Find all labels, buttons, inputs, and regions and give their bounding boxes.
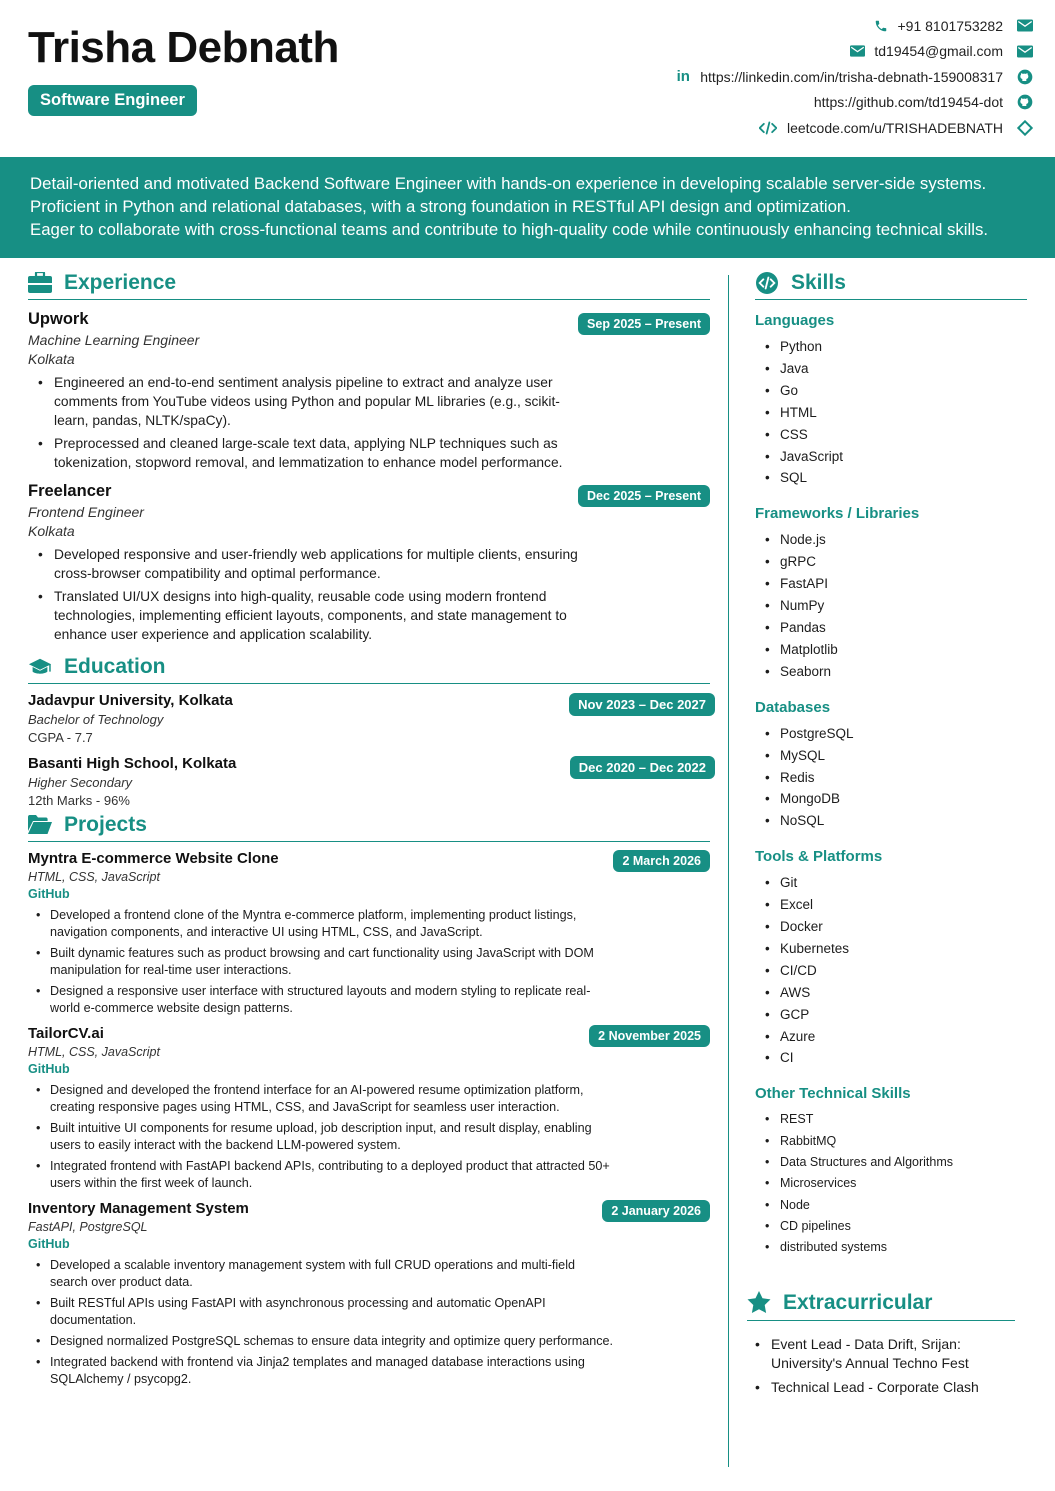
list-item: • Integrated frontend with FastAPI backend APIs, contributing to a deployed product that attracted 50+ users within the first week of launch. [28, 1158, 613, 1192]
code-diamond-icon [1017, 120, 1033, 136]
skill-item: • Data Structures and Algorithms [755, 1152, 1027, 1173]
list-item: • Built intuitive UI components for resume upload, job description input, and result display, enabling users to easily interact with the backend LLM-powered system. [28, 1120, 613, 1154]
list-item: • Built RESTful APIs using FastAPI with asynchronous processing and automatic OpenAPI documentation. [28, 1295, 613, 1329]
summary-line: Eager to collaborate with cross-functional teams and contribute to high-quality code while continuously enhancing technical skills. [30, 220, 988, 239]
list-item: • Event Lead - Data Drift, Srijan: University's Annual Techno Fest [747, 1335, 987, 1372]
date-badge: Dec 2025 – Present [578, 485, 710, 507]
phone-icon [873, 18, 889, 34]
contact-email[interactable] [473, 39, 1033, 65]
github-link[interactable]: GitHub [28, 1237, 70, 1251]
list-item: • Designed and developed the frontend interface for an AI-powered resume optimization platform, creating responsive pages using HTML, CSS, and JavaScript for seamless user interaction. [28, 1082, 613, 1116]
skill-item: • Go [755, 380, 1027, 402]
skill-category-title: Tools & Platforms [755, 848, 883, 866]
bullet-list [28, 907, 710, 1017]
skill-item: • MongoDB [755, 788, 1027, 810]
job-title-badge: Software Engineer [28, 85, 197, 116]
github-link[interactable]: GitHub [28, 887, 70, 901]
skill-item: • CD pipelines [755, 1216, 1027, 1237]
skill-item: • Docker [755, 916, 1027, 938]
date-badge: 2 January 2026 [602, 1200, 710, 1222]
skill-item: • GCP [755, 1004, 1027, 1026]
skill-category-title: Frameworks / Libraries [755, 505, 920, 523]
list-item: • Developed a scalable inventory management system with full CRUD operations and multi-field search over product data. [28, 1257, 613, 1291]
skill-item: • Python [755, 336, 1027, 358]
experience-entry [28, 482, 710, 644]
education-entry [28, 755, 710, 808]
experience-entry [28, 310, 710, 472]
skill-item: • SQL [755, 467, 1027, 489]
contact-github-text: https://github.com/td19454-dot [813, 94, 1003, 111]
education-entry [28, 692, 710, 745]
contact-leetcode[interactable] [473, 115, 1033, 141]
education-title: Education [64, 654, 166, 678]
skill-list [755, 723, 1027, 833]
project-entry [28, 1025, 710, 1192]
skill-item: • Excel [755, 894, 1027, 916]
job-role: Frontend Engineer [28, 504, 144, 520]
skill-item: • AWS [755, 982, 1027, 1004]
experience-heading [28, 270, 710, 300]
skills-title: Skills [791, 270, 846, 294]
skill-list [755, 529, 1027, 682]
skill-item: • JavaScript [755, 446, 1027, 468]
education-heading [28, 654, 710, 684]
skill-item: • NumPy [755, 595, 1027, 617]
list-item: • Designed a responsive user interface with structured layouts and modern styling to replicate real-world e-commerce website design patterns. [28, 983, 613, 1017]
skill-item: • RabbitMQ [755, 1131, 1027, 1152]
skill-item: • Pandas [755, 617, 1027, 639]
folder-open-icon [28, 813, 52, 837]
list-item: • Engineered an end-to-end sentiment analysis pipeline to extract and analyze user comments from YouTube videos using Python and popular ML libraries (e.g., scikit-learn, pandas, NLTK/spaCy). [28, 373, 588, 430]
list-item: • Developed a frontend clone of the Myntra e-commerce platform, implementing product listings, navigation components, and interactive UI using HTML, CSS, and JavaScript. [28, 907, 613, 941]
contact-linkedin[interactable] [473, 64, 1033, 90]
project-tech: HTML, CSS, JavaScript [28, 870, 160, 884]
skill-item: • FastAPI [755, 573, 1027, 595]
right-column [755, 270, 1027, 1258]
company-name: Freelancer [28, 482, 112, 500]
skill-item: • Seaborn [755, 661, 1027, 683]
skill-item: • CI [755, 1047, 1027, 1069]
email-icon [849, 43, 865, 59]
company-name: Upwork [28, 310, 89, 328]
skill-item: • Node.js [755, 529, 1027, 551]
grade: 12th Marks - 96% [28, 793, 130, 808]
skill-item: • Matplotlib [755, 639, 1027, 661]
extracurricular-section [747, 1289, 1015, 1403]
skill-list [755, 872, 1027, 1069]
skill-category-title: Databases [755, 698, 831, 716]
extracurricular-heading [747, 1289, 1015, 1321]
skill-item: • REST [755, 1109, 1027, 1130]
summary-line: Detail-oriented and motivated Backend Software Engineer with hands-on experience in developing scalable server-side systems. [30, 174, 987, 193]
briefcase-icon [28, 271, 52, 295]
skills-heading [755, 270, 1027, 300]
projects-heading [28, 812, 710, 842]
project-entry [28, 1200, 710, 1388]
skill-item: • Java [755, 358, 1027, 380]
skill-item: • Azure [755, 1026, 1027, 1048]
list-item: • Translated UI/UX designs into high-quality, reusable code using modern frontend technologies, implementing efficient layouts, components, and state management to enhance user experience and application scalability. [28, 587, 588, 644]
contact-leetcode-text: leetcode.com/u/TRISHADEBNATH [786, 119, 1003, 136]
skill-item: • CSS [755, 424, 1027, 446]
skill-item: • MySQL [755, 745, 1027, 767]
code-icon [758, 120, 778, 136]
star-icon [747, 1291, 771, 1315]
code-circle-icon [755, 271, 779, 295]
bullet-list [28, 1082, 710, 1192]
skill-item: • Kubernetes [755, 938, 1027, 960]
contact-list [473, 13, 1033, 141]
summary-line: Proficient in Python and relational databases, with a strong foundation in RESTful API design and optimization. [30, 197, 851, 216]
email-icon [1017, 18, 1033, 34]
github-icon [1017, 69, 1033, 85]
project-tech: FastAPI, PostgreSQL [28, 1220, 148, 1234]
experience-title: Experience [64, 270, 177, 294]
skill-item: • Redis [755, 767, 1027, 789]
skill-item: • Microservices [755, 1173, 1027, 1194]
skill-item: • distributed systems [755, 1237, 1027, 1258]
list-item: • Built dynamic features such as product browsing and cart functionality using JavaScript with DOM manipulation for real-time user interactions. [28, 945, 613, 979]
skill-list [755, 1109, 1027, 1258]
degree: Bachelor of Technology [28, 712, 164, 727]
contact-phone-text: +91 8101753282 [897, 17, 1003, 34]
job-role: Machine Learning Engineer [28, 332, 200, 348]
skill-item: • HTML [755, 402, 1027, 424]
date-badge: Nov 2023 – Dec 2027 [569, 693, 715, 716]
skill-category-title: Languages [755, 312, 835, 329]
bullet-list [28, 545, 710, 644]
bullet-list [28, 373, 710, 472]
date-badge: Dec 2020 – Dec 2022 [570, 756, 715, 779]
date-badge: Sep 2025 – Present [578, 313, 710, 335]
list-item: • Developed responsive and user-friendly web applications for multiple clients, ensuring cross-browser compatibility and optimal performance. [28, 545, 588, 583]
skill-item: • gRPC [755, 551, 1027, 573]
list-item: • Preprocessed and cleaned large-scale text data, applying NLP techniques such as tokenization, stopword removal, and lemmatization to enhance model performance. [28, 434, 588, 472]
project-name: Myntra E-commerce Website Clone [28, 850, 279, 867]
skill-item: • PostgreSQL [755, 723, 1027, 745]
contact-github[interactable] [473, 90, 1033, 116]
projects-title: Projects [64, 812, 147, 836]
project-entry [28, 850, 710, 1017]
bullet-list [747, 1335, 1015, 1397]
skill-item: • Git [755, 872, 1027, 894]
contact-phone[interactable] [473, 13, 1033, 39]
list-item: • Integrated backend with frontend via Jinja2 templates and managed database interactions using SQLAlchemy / psycopg2. [28, 1354, 613, 1388]
extracurricular-title: Extracurricular [783, 1290, 933, 1314]
skill-item: • Node [755, 1195, 1027, 1216]
left-column [28, 270, 710, 1392]
contact-linkedin-text: https://linkedin.com/in/trisha-debnath-159008317 [700, 68, 1003, 85]
date-badge: 2 March 2026 [613, 850, 710, 872]
project-tech: HTML, CSS, JavaScript [28, 1045, 160, 1059]
summary-band [0, 157, 1055, 258]
list-item: • Designed normalized PostgreSQL schemas to ensure data integrity and optimize query performance. [28, 1333, 668, 1350]
candidate-name: Trisha Debnath [28, 23, 339, 72]
job-location: Kolkata [28, 523, 75, 539]
github-icon [1017, 94, 1033, 110]
school-name: Jadavpur University, Kolkata [28, 692, 233, 709]
grade: CGPA - 7.7 [28, 730, 93, 745]
graduation-cap-icon [28, 655, 52, 679]
degree: Higher Secondary [28, 775, 133, 790]
project-name: Inventory Management System [28, 1200, 249, 1217]
date-badge: 2 November 2025 [589, 1025, 710, 1047]
project-name: TailorCV.ai [28, 1025, 104, 1042]
column-divider [728, 275, 729, 1467]
skill-item: • CI/CD [755, 960, 1027, 982]
linkedin-icon: in [676, 68, 690, 86]
list-item: • Technical Lead - Corporate Clash [747, 1378, 1015, 1397]
email-icon [1017, 43, 1033, 59]
job-location: Kolkata [28, 351, 75, 367]
github-link[interactable]: GitHub [28, 1062, 70, 1076]
skill-list [755, 336, 1027, 489]
skill-item: • NoSQL [755, 810, 1027, 832]
contact-email-text: td19454@gmail.com [874, 43, 1003, 60]
school-name: Basanti High School, Kolkata [28, 755, 237, 772]
bullet-list [28, 1257, 710, 1388]
skill-category-title: Other Technical Skills [755, 1085, 911, 1103]
